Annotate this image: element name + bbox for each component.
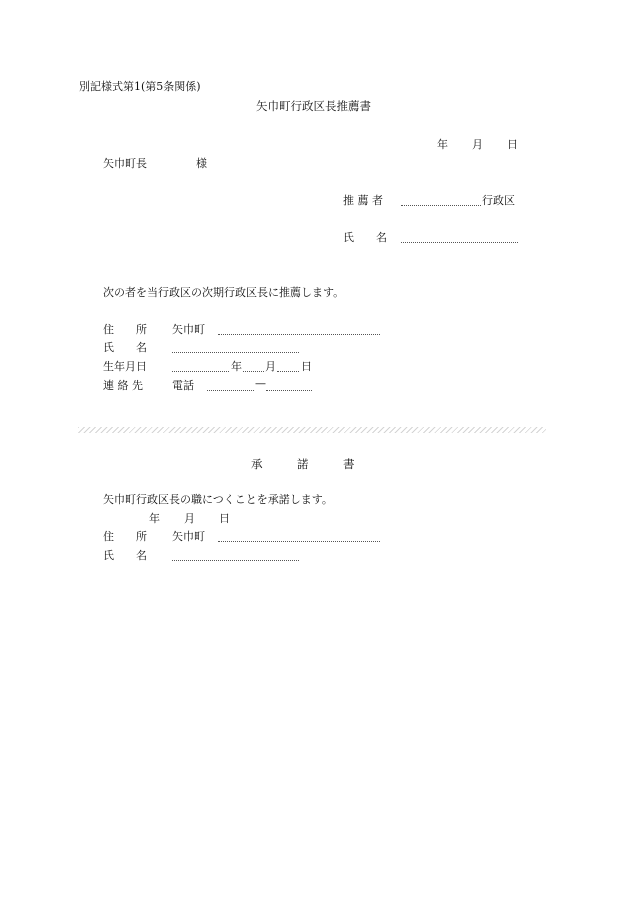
candidate-name-field[interactable] — [172, 352, 299, 353]
birth-day-unit: 日 — [301, 360, 312, 373]
recommender-label: 推 薦 者 — [343, 194, 383, 207]
consent-address-label: 住 所 — [103, 530, 147, 543]
phone-label: 電話 — [172, 379, 194, 392]
birth-day-field[interactable] — [277, 371, 299, 372]
birth-month-field[interactable] — [243, 371, 264, 372]
birth-year-unit: 年 — [231, 360, 242, 373]
consent-name-label: 氏 名 — [103, 549, 147, 562]
birth-month-unit: 月 — [265, 360, 276, 373]
recommender-district-field[interactable] — [401, 205, 481, 206]
candidate-address-prefix: 矢巾町 — [172, 323, 205, 336]
consent-name-field[interactable] — [172, 560, 299, 561]
consent-date-year: 年 — [149, 512, 160, 525]
date-year: 年 — [437, 138, 448, 151]
consent-address-field[interactable] — [218, 541, 380, 542]
birth-year-field[interactable] — [172, 371, 229, 372]
document-title: 矢巾町行政区長推薦書 — [256, 99, 371, 113]
recommender-name-field[interactable] — [401, 242, 518, 243]
consent-text: 矢巾町行政区長の職につくことを承諾します。 — [103, 493, 333, 506]
recommender-district-suffix: 行政区 — [482, 194, 515, 207]
candidate-birth-label: 生年月日 — [103, 360, 147, 373]
recommender-name-label: 氏 名 — [343, 231, 387, 244]
recommendation-text: 次の者を当行政区の次期行政区長に推薦します。 — [103, 286, 345, 299]
phone-dash: — — [255, 377, 266, 390]
candidate-contact-label: 連 絡 先 — [103, 379, 143, 392]
candidate-address-field[interactable] — [218, 334, 380, 335]
candidate-name-label: 氏 名 — [103, 341, 147, 354]
addressee-name: 矢巾町長 — [103, 157, 147, 170]
date-day: 日 — [507, 138, 518, 151]
candidate-address-label: 住 所 — [103, 323, 147, 336]
consent-date-day: 日 — [219, 512, 230, 525]
consent-title: 承 諾 書 — [251, 457, 355, 471]
consent-date-month: 月 — [184, 512, 195, 525]
addressee-honorific: 様 — [196, 157, 207, 170]
section-separator — [78, 427, 546, 433]
phone-number-field[interactable] — [266, 390, 312, 391]
phone-area-field[interactable] — [207, 390, 254, 391]
form-label: 別記様式第1(第5条関係) — [79, 80, 201, 93]
date-month: 月 — [472, 138, 483, 151]
consent-address-prefix: 矢巾町 — [172, 530, 205, 543]
